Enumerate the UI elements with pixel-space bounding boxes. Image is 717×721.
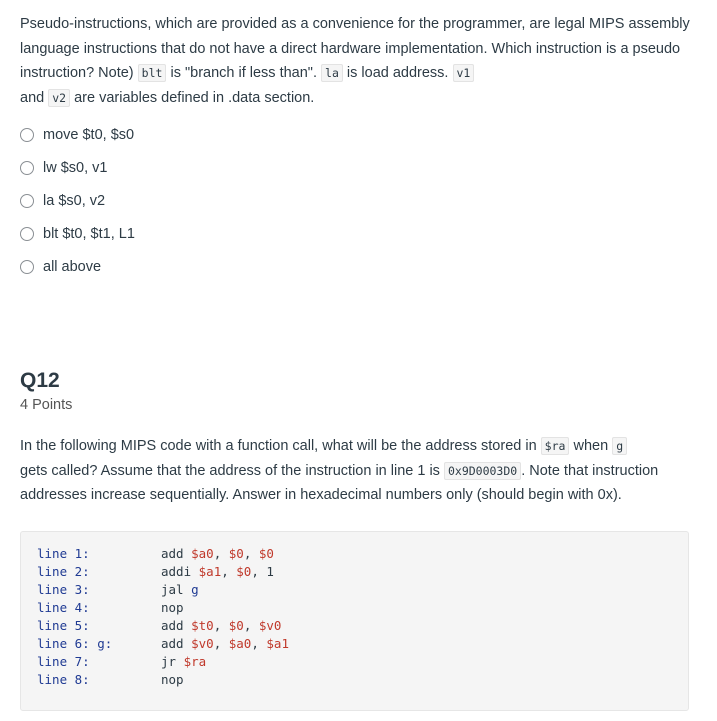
question-12-text: In the following MIPS code with a function call, what will be the address stored in $ra when g gets called? Assume that the address of the instruction in line 1 is 0x9D0003D0 . Note that instruction addresses increase sequentially. Answer in hexadecimal numbers only (should begin with 0x). — [20, 438, 659, 503]
code-register: $t0 — [191, 617, 214, 633]
code-punct: , — [251, 635, 267, 651]
code-line-label: line 6: g: — [37, 635, 113, 651]
code-opcode: add — [161, 545, 192, 561]
code-number: 1 — [266, 563, 274, 579]
code-block — [20, 531, 689, 711]
code-register: $0 — [228, 617, 244, 633]
code-punct: , — [221, 563, 237, 579]
code-opcode: jr — [161, 653, 184, 669]
code-punct: , — [213, 635, 229, 651]
option-label: blt $t0, $t1, L1 — [43, 225, 135, 242]
code-line-label: line 1: — [37, 545, 90, 561]
option-all-above[interactable] — [20, 250, 697, 283]
code-instruction — [161, 599, 184, 617]
question-points: 4 Points — [20, 397, 73, 413]
code-register: $a0 — [191, 545, 214, 561]
code-register: $v0 — [258, 617, 282, 633]
question-11-text: Pseudo-instructions, which are provided as a convenience for the programmer, are legal MIPS assembly language instructions that do not have a direct hardware implementation. Which instruction is a pseudo instruction? Note) blt is "branch if less than". la is load address. v1 and v2 are variables defined in .data section. — [20, 16, 690, 106]
radio-button-icon[interactable] — [20, 194, 34, 208]
code-line — [37, 599, 688, 617]
code-punct: , — [213, 617, 229, 633]
code-opcode: nop — [161, 671, 184, 687]
option-move[interactable] — [20, 118, 697, 151]
radio-button-icon[interactable] — [20, 227, 34, 241]
code-register: $a0 — [228, 635, 252, 651]
question-title: Q12 — [20, 369, 60, 392]
code-punct: , — [213, 545, 229, 561]
option-la[interactable] — [20, 184, 697, 217]
code-register: $v0 — [191, 635, 214, 651]
code-punct: , — [243, 545, 259, 561]
code-instruction — [161, 653, 206, 671]
option-label: all above — [43, 258, 102, 275]
code-punct: , — [251, 563, 267, 579]
code-line — [37, 635, 688, 653]
code-register: $a1 — [198, 563, 222, 579]
inline-code-address: 0x9D0003D0 — [444, 462, 521, 480]
inline-code-blt: blt — [138, 64, 167, 82]
code-opcode: addi — [161, 563, 199, 579]
question-12-header — [20, 369, 697, 414]
code-line-label: line 4: — [37, 599, 90, 615]
code-instruction — [161, 635, 289, 653]
code-opcode: nop — [161, 599, 184, 615]
code-instruction — [161, 563, 274, 581]
code-instruction — [161, 671, 184, 689]
inline-code-v1: v1 — [453, 64, 475, 82]
code-line — [37, 563, 688, 581]
code-line — [37, 545, 688, 563]
inline-code-g: g — [612, 437, 627, 455]
code-line — [37, 617, 688, 635]
code-line-label: line 8: — [37, 671, 90, 687]
code-line-label: line 3: — [37, 581, 90, 597]
answer-options — [20, 118, 697, 283]
code-line — [37, 581, 688, 599]
code-line-label: line 7: — [37, 653, 90, 669]
code-line-label: line 5: — [37, 617, 90, 633]
code-register: $ra — [183, 653, 207, 669]
code-register: $a1 — [266, 635, 289, 651]
option-label: move $t0, $s0 — [43, 126, 135, 143]
code-opcode: add — [161, 617, 192, 633]
code-opcode: jal — [161, 581, 192, 597]
option-lw[interactable] — [20, 151, 697, 184]
code-line-label: line 2: — [37, 563, 90, 579]
option-label: la $s0, v2 — [43, 192, 106, 209]
code-register: $0 — [258, 545, 274, 561]
code-line — [37, 671, 688, 689]
code-register: $0 — [228, 545, 244, 561]
code-label-ref: g — [191, 581, 199, 597]
code-instruction — [161, 581, 199, 599]
code-instruction — [161, 545, 274, 563]
code-line — [37, 653, 688, 671]
radio-button-icon[interactable] — [20, 260, 34, 274]
radio-button-icon[interactable] — [20, 128, 34, 142]
code-register: $0 — [236, 563, 252, 579]
inline-code-v2: v2 — [48, 89, 70, 107]
inline-code-la: la — [321, 64, 343, 82]
option-label: lw $s0, v1 — [43, 159, 108, 176]
inline-code-ra: $ra — [541, 437, 570, 455]
code-instruction — [161, 617, 281, 635]
code-punct: , — [243, 617, 259, 633]
radio-button-icon[interactable] — [20, 161, 34, 175]
code-opcode: add — [161, 635, 192, 651]
option-blt[interactable] — [20, 217, 697, 250]
